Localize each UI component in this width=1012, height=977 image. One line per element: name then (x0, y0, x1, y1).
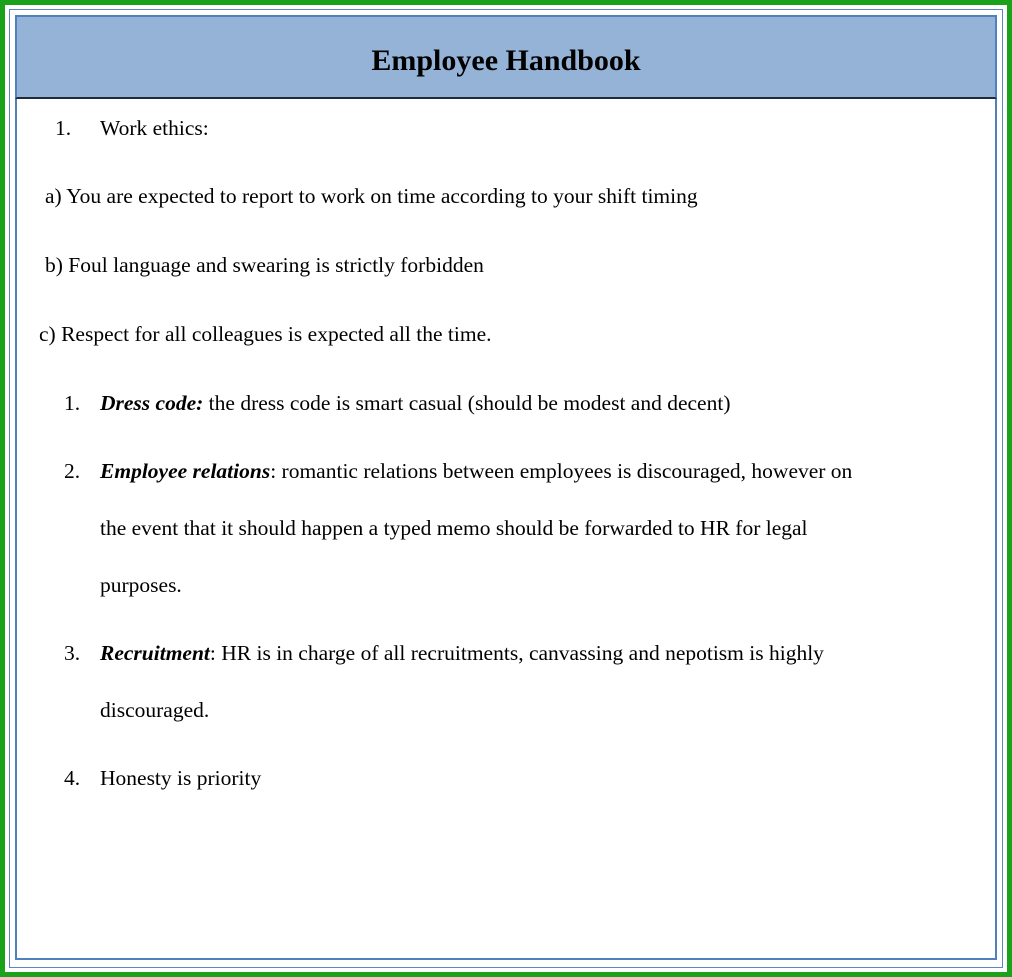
policy-3-number: 3. (64, 641, 81, 665)
policy-3-description: : HR is in charge of all recruitments, canvassing and nepotism is highly (209, 641, 824, 665)
policy-3-term: Recruitment (100, 641, 210, 665)
policy-2-continuation-1: the event that it should happen a typed memo should be forwarded to HR for legal (100, 516, 808, 540)
policy-3-continuation-1: discouraged. (100, 698, 210, 722)
policy-4-number: 4. (64, 766, 81, 790)
policy-2-number: 2. (64, 459, 81, 483)
policy-2-continuation-2: purposes. (100, 573, 182, 597)
policy-4-text: Honesty is priority (100, 766, 262, 790)
work-ethics-number: 1. (55, 116, 72, 140)
policy-2-text (100, 457, 852, 485)
work-ethics-heading: Work ethics: (100, 116, 209, 140)
policy-2-description: : romantic relations between employees is discouraged, however on (270, 459, 853, 483)
policy-1-description: the dress code is smart casual (should be modest and decent) (203, 391, 731, 415)
work-ethics-item-a: a) You are expected to report to work on time according to your shift timing (45, 184, 698, 208)
policy-1-text (100, 389, 731, 417)
policy-3-text (100, 639, 824, 667)
document-body (15, 15, 997, 960)
document-title: Employee Handbook (371, 44, 641, 77)
policy-1-number: 1. (64, 391, 81, 415)
work-ethics-item-b: b) Foul language and swearing is strictly forbidden (45, 253, 484, 277)
work-ethics-item-c: c) Respect for all colleagues is expected all the time. (39, 322, 492, 346)
policy-1-term: Dress code: (100, 391, 204, 415)
title-header (15, 15, 997, 99)
policy-2-term: Employee relations (100, 459, 271, 483)
